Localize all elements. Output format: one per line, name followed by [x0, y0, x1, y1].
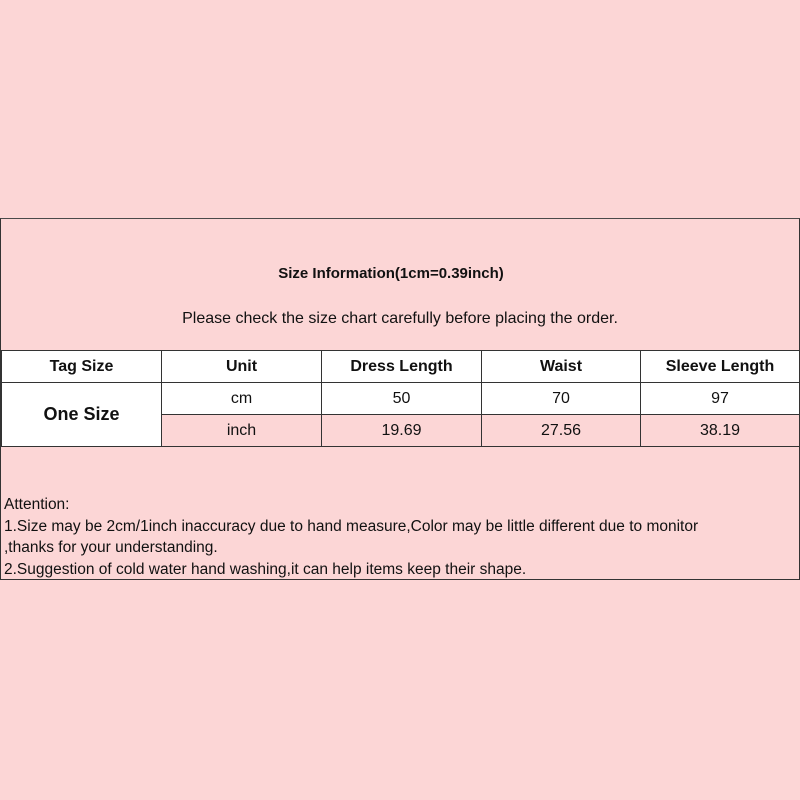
table-header-row — [2, 351, 800, 383]
table-row — [2, 383, 800, 415]
col-header-dress-length: Dress Length — [322, 351, 482, 383]
tag-size-value: One Size — [2, 383, 162, 447]
col-header-sleeve-length: Sleeve Length — [641, 351, 800, 383]
waist-cell: 27.56 — [482, 415, 641, 447]
attention-note-1: 1.Size may be 2cm/1inch inaccuracy due to hand measure,Color may be little different due to monitor — [4, 517, 699, 535]
attention-note-1-continued: ,thanks for your understanding. — [4, 539, 218, 556]
size-info-title: Size Information(1cm=0.39inch) — [278, 265, 504, 282]
unit-cell: cm — [162, 383, 322, 415]
waist-cell: 70 — [482, 383, 641, 415]
dress-length-cell: 19.69 — [322, 415, 482, 447]
attention-heading: Attention: — [4, 496, 70, 513]
attention-note-2: 2.Suggestion of cold water hand washing,it can help items keep their shape. — [4, 560, 527, 578]
size-chart-sheet — [0, 218, 800, 580]
sleeve-length-cell: 38.19 — [641, 415, 800, 447]
attention-notes — [4, 494, 794, 580]
dress-length-cell: 50 — [322, 383, 482, 415]
sleeve-length-cell: 97 — [641, 383, 800, 415]
size-table — [1, 350, 800, 447]
size-chart-notice: Please check the size chart carefully before placing the order. — [182, 310, 618, 327]
unit-cell: inch — [162, 415, 322, 447]
col-header-waist: Waist — [482, 351, 641, 383]
col-header-unit: Unit — [162, 351, 322, 383]
col-header-tag-size: Tag Size — [2, 351, 162, 383]
